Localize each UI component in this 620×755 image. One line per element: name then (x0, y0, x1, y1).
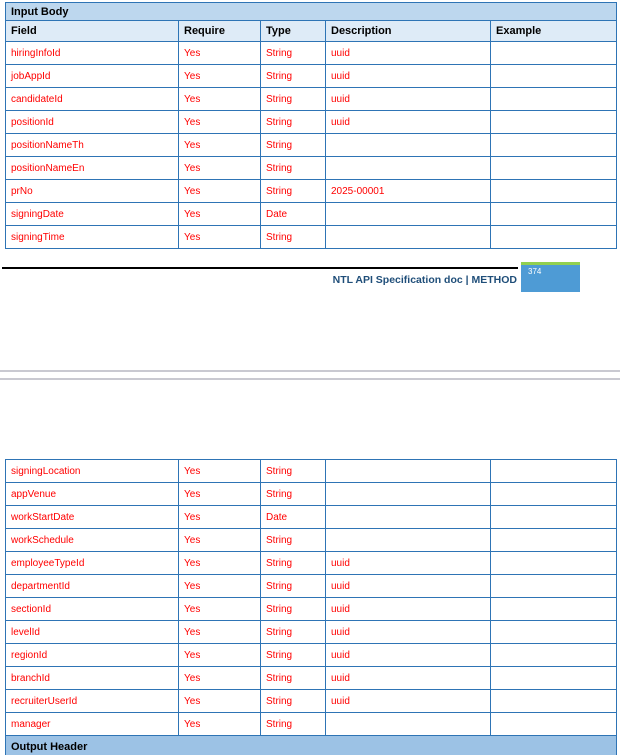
cell-require: Yes (179, 713, 261, 736)
table-row (6, 134, 617, 157)
cell-field: workStartDate (6, 506, 179, 529)
cell-example (491, 460, 617, 483)
cell-description: uuid (326, 575, 491, 598)
section-title-input-body: Input Body (6, 3, 617, 21)
column-header-type: Type (261, 21, 326, 42)
cell-example (491, 88, 617, 111)
cell-description: 2025-00001 (326, 180, 491, 203)
cell-example (491, 529, 617, 552)
section-title-output-header: Output Header (6, 736, 617, 755)
cell-example (491, 180, 617, 203)
cell-type: String (261, 88, 326, 111)
table-row (6, 690, 617, 713)
table-row (6, 111, 617, 134)
page-break-separator (0, 370, 620, 380)
cell-field: manager (6, 713, 179, 736)
cell-field: prNo (6, 180, 179, 203)
cell-field: candidateId (6, 88, 179, 111)
table-row (6, 88, 617, 111)
cell-example (491, 65, 617, 88)
cell-require: Yes (179, 506, 261, 529)
cell-type: String (261, 644, 326, 667)
footer-divider (2, 267, 518, 269)
table-row (6, 529, 617, 552)
cell-example (491, 42, 617, 65)
cell-description (326, 529, 491, 552)
cell-require: Yes (179, 644, 261, 667)
cell-example (491, 134, 617, 157)
table-row (6, 667, 617, 690)
cell-description (326, 203, 491, 226)
cell-field: jobAppId (6, 65, 179, 88)
cell-field: departmentId (6, 575, 179, 598)
cell-description: uuid (326, 598, 491, 621)
table-row (6, 203, 617, 226)
table-row (6, 42, 617, 65)
cell-field: levelId (6, 621, 179, 644)
cell-require: Yes (179, 203, 261, 226)
cell-example (491, 552, 617, 575)
cell-field: regionId (6, 644, 179, 667)
cell-field: signingLocation (6, 460, 179, 483)
table-row (6, 621, 617, 644)
page-number-tab (521, 262, 580, 292)
cell-require: Yes (179, 667, 261, 690)
cell-description: uuid (326, 552, 491, 575)
cell-example (491, 713, 617, 736)
cell-require: Yes (179, 552, 261, 575)
cell-type: String (261, 667, 326, 690)
cell-description (326, 460, 491, 483)
table-row (6, 180, 617, 203)
cell-example (491, 690, 617, 713)
cell-require: Yes (179, 690, 261, 713)
cell-require: Yes (179, 65, 261, 88)
table-row (6, 226, 617, 249)
cell-type: String (261, 180, 326, 203)
table-row (6, 460, 617, 483)
cell-require: Yes (179, 460, 261, 483)
section-header-row (6, 3, 617, 21)
cell-example (491, 667, 617, 690)
input-body-continuation-table (5, 459, 617, 755)
cell-require: Yes (179, 575, 261, 598)
cell-require: Yes (179, 88, 261, 111)
cell-type: Date (261, 506, 326, 529)
cell-field: hiringInfoId (6, 42, 179, 65)
column-header-row (6, 21, 617, 42)
cell-field: employeeTypeId (6, 552, 179, 575)
table-row (6, 713, 617, 736)
cell-type: String (261, 157, 326, 180)
cell-type: String (261, 483, 326, 506)
cell-description (326, 226, 491, 249)
cell-type: String (261, 529, 326, 552)
cell-type: String (261, 621, 326, 644)
table-row (6, 65, 617, 88)
cell-example (491, 644, 617, 667)
footer-doc-title: NTL API Specification doc | METHOD (332, 274, 517, 286)
cell-require: Yes (179, 483, 261, 506)
cell-field: positionNameEn (6, 157, 179, 180)
cell-require: Yes (179, 111, 261, 134)
cell-type: Date (261, 203, 326, 226)
input-body-table (5, 2, 617, 249)
cell-example (491, 506, 617, 529)
page-number: 374 (528, 267, 542, 276)
table-row (6, 552, 617, 575)
cell-type: String (261, 598, 326, 621)
cell-require: Yes (179, 529, 261, 552)
cell-description: uuid (326, 644, 491, 667)
cell-description: uuid (326, 690, 491, 713)
cell-type: String (261, 575, 326, 598)
cell-description (326, 506, 491, 529)
cell-example (491, 621, 617, 644)
cell-require: Yes (179, 42, 261, 65)
cell-type: String (261, 42, 326, 65)
table-row (6, 644, 617, 667)
cell-description (326, 713, 491, 736)
cell-field: positionId (6, 111, 179, 134)
cell-description (326, 157, 491, 180)
cell-require: Yes (179, 180, 261, 203)
cell-field: appVenue (6, 483, 179, 506)
cell-example (491, 598, 617, 621)
cell-require: Yes (179, 134, 261, 157)
column-header-description: Description (326, 21, 491, 42)
table-row (6, 506, 617, 529)
section-header-row-output (6, 736, 617, 755)
cell-example (491, 157, 617, 180)
cell-field: sectionId (6, 598, 179, 621)
cell-type: String (261, 134, 326, 157)
cell-type: String (261, 460, 326, 483)
cell-type: String (261, 111, 326, 134)
cell-field: signingDate (6, 203, 179, 226)
cell-example (491, 111, 617, 134)
cell-type: String (261, 65, 326, 88)
cell-description: uuid (326, 88, 491, 111)
cell-type: String (261, 552, 326, 575)
column-header-field: Field (6, 21, 179, 42)
cell-require: Yes (179, 598, 261, 621)
cell-field: branchId (6, 667, 179, 690)
cell-description: uuid (326, 65, 491, 88)
cell-require: Yes (179, 621, 261, 644)
cell-description (326, 483, 491, 506)
column-header-example: Example (491, 21, 617, 42)
cell-example (491, 575, 617, 598)
cell-description: uuid (326, 667, 491, 690)
table-row (6, 483, 617, 506)
cell-require: Yes (179, 157, 261, 180)
cell-example (491, 203, 617, 226)
cell-description: uuid (326, 42, 491, 65)
cell-field: signingTime (6, 226, 179, 249)
cell-type: String (261, 690, 326, 713)
cell-description: uuid (326, 621, 491, 644)
cell-example (491, 483, 617, 506)
table-row (6, 575, 617, 598)
cell-description (326, 134, 491, 157)
cell-require: Yes (179, 226, 261, 249)
table-row (6, 157, 617, 180)
cell-type: String (261, 713, 326, 736)
cell-description: uuid (326, 111, 491, 134)
table-row (6, 598, 617, 621)
column-header-require: Require (179, 21, 261, 42)
cell-example (491, 226, 617, 249)
cell-field: recruiterUserId (6, 690, 179, 713)
cell-type: String (261, 226, 326, 249)
cell-field: workSchedule (6, 529, 179, 552)
cell-field: positionNameTh (6, 134, 179, 157)
